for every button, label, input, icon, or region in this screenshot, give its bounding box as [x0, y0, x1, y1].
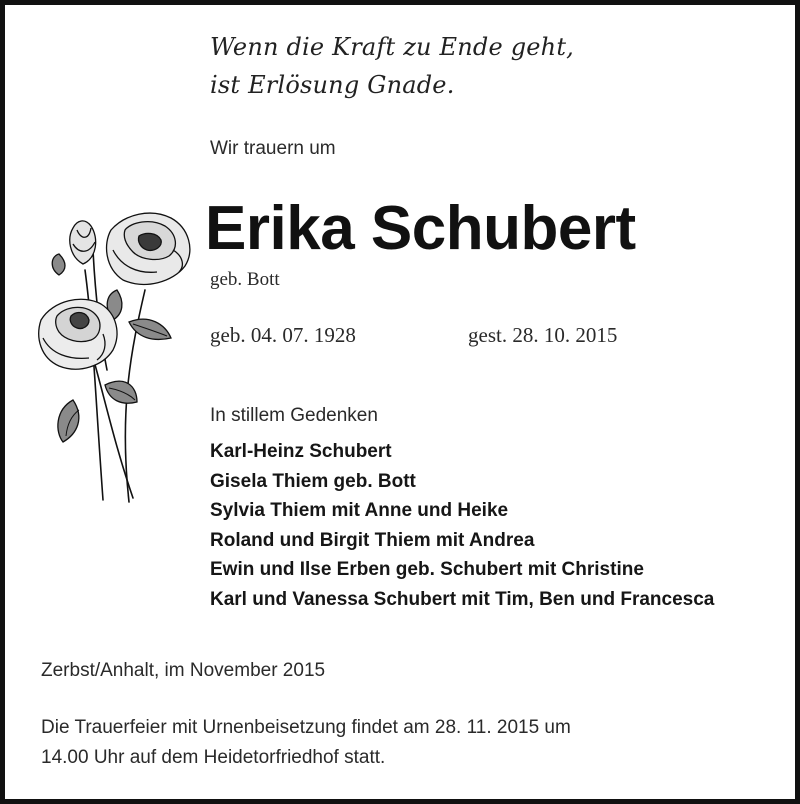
mourner-name: Karl-Heinz Schubert: [210, 441, 392, 462]
memory-line: In stillem Gedenken: [210, 405, 378, 426]
roses-icon: [33, 210, 198, 510]
death-date: gest. 28. 10. 2015: [468, 323, 618, 347]
mourner-name: Ewin und Ilse Erben geb. Schubert mit Christine: [210, 559, 644, 580]
verse-line-2: ist Erlösung Gnade.: [210, 71, 455, 99]
mourner-name: Roland und Birgit Thiem mit Andrea: [210, 529, 535, 551]
deceased-name: Erika Schubert: [205, 194, 636, 263]
funeral-info-line-2: 14.00 Uhr auf dem Heidetorfriedhof statt.: [41, 747, 386, 768]
verse-line-1: Wenn die Kraft zu Ende geht,: [210, 33, 574, 61]
mourners-list: [210, 437, 714, 614]
birth-date: geb. 04. 07. 1928: [210, 323, 356, 347]
birth-name: geb. Bott: [210, 269, 280, 290]
mourner-name: Sylvia Thiem mit Anne und Heike: [210, 500, 509, 521]
mourner-name: Karl und Vanessa Schubert mit Tim, Ben und Francesca: [210, 588, 715, 610]
place-date: Zerbst/Anhalt, im November 2015: [41, 660, 326, 681]
mourner-name: Gisela Thiem geb. Bott: [210, 470, 416, 492]
funeral-info-line-1: Die Trauerfeier mit Urnenbeisetzung findet am 28. 11. 2015 um: [41, 717, 571, 738]
intro-text: Wir trauern um: [210, 138, 336, 159]
